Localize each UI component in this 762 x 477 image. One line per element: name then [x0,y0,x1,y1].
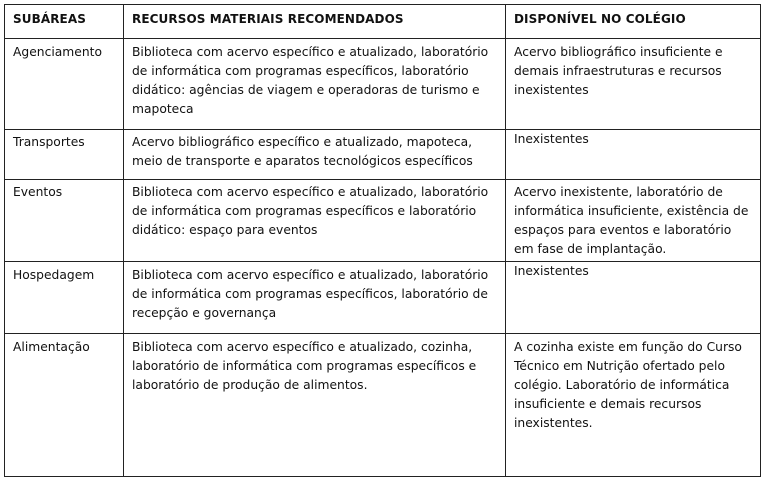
cell-subarea: Agenciamento [5,39,124,130]
cell-recursos: Biblioteca com acervo específico e atualizado, laboratório de informática com programas específicos e laboratório didático: espaço para eventos [124,180,506,262]
cell-recursos: Acervo bibliográfico específico e atualizado, mapoteca, meio de transporte e aparatos tecnológicos específicos [124,130,506,180]
resources-table [4,4,761,477]
cell-recursos: Biblioteca com acervo específico e atualizado, laboratório de informática com programas específicos, laboratório didático: agências de viagem e operadoras de turismo e mapoteca [124,39,506,130]
cell-recursos: Biblioteca com acervo específico e atualizado, laboratório de informática com programas específicos, laboratório de recepção e governança [124,262,506,334]
cell-subarea: Transportes [5,130,124,180]
cell-disponivel: Acervo bibliográfico insuficiente e demais infraestruturas e recursos inexistentes [506,39,761,130]
header-recursos: RECURSOS MATERIAIS RECOMENDADOS [124,5,506,39]
table-row [5,334,761,477]
cell-disponivel: Inexistentes [506,262,761,334]
cell-disponivel: A cozinha existe em função do Curso Técnico em Nutrição ofertado pelo colégio. Laboratório de informática insuficiente e demais recursos inexistentes. [506,334,761,477]
table-header-row [5,5,761,39]
cell-recursos: Biblioteca com acervo específico e atualizado, cozinha, laboratório de informática com programas específicos e laboratório de produção de alimentos. [124,334,506,477]
cell-subarea: Alimentação [5,334,124,477]
cell-disponivel: Acervo inexistente, laboratório de informática insuficiente, existência de espaços para eventos e laboratório em fase de implantação. [506,180,761,262]
header-disponivel: DISPONÍVEL NO COLÉGIO [506,5,761,39]
cell-subarea: Eventos [5,180,124,262]
cell-disponivel: Inexistentes [506,130,761,180]
table-row [5,262,761,334]
table-row [5,130,761,180]
table-row [5,180,761,262]
table-row [5,39,761,130]
cell-subarea: Hospedagem [5,262,124,334]
header-subareas: SUBÁREAS [5,5,124,39]
